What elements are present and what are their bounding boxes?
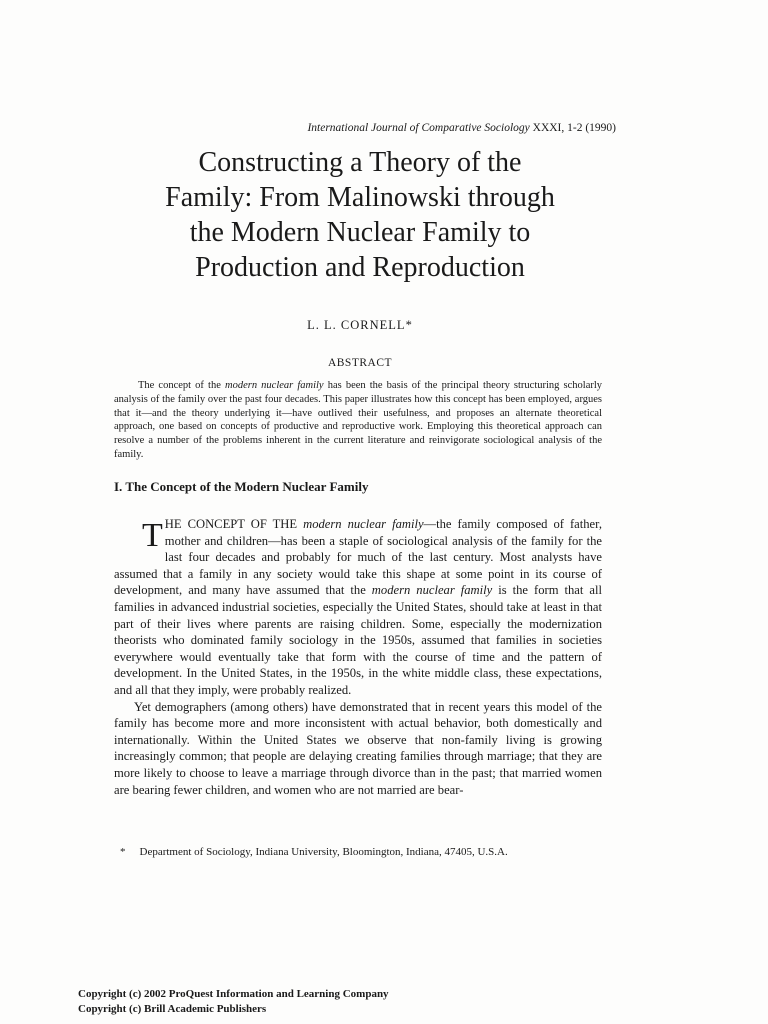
body-paragraph (114, 516, 602, 699)
abstract-text-after: has been the basis of the principal theory structuring scholarly analysis of the family over the past four decades. This paper illustrates how this concept has been employed, argues that it—and the theory underlying it—have outlived their usefulness, and proposes an alternate theoretical approach, one based on concepts of productive and reproductive work. Employing this theoretical approach can resolve a number of the problems inherent in the current literature and reinvigorate sociological analysis of the family. (114, 380, 603, 460)
body-p1-italic: modern nuclear family (371, 583, 493, 598)
journal-citation (0, 122, 768, 134)
body-p1-lead: HE CONCEPT OF THE (164, 517, 304, 531)
abstract-italic-term: modern nuclear family (224, 380, 324, 391)
footnote-mark: * (120, 846, 126, 858)
footnote-text: Department of Sociology, Indiana University, Bloomington, Indiana, 47405, U.S.A. (139, 846, 508, 858)
body-p1-tail: is the form that all families in advanced industrial societies, especially the United States, should take at least in that part of their lives where parents are raising children. Some, especially the modernization theorists who dominated family sociology in the 1950s, assumed that families in societies everywhere would eventually take that form with the course of time and the pattern of development. In the United States, in the 1950s, in the white middle class, these expectations, and all that they imply, were probably realized. (114, 583, 602, 697)
footnote (120, 846, 508, 858)
title-line: Production and Reproduction (195, 252, 525, 283)
journal-name: International Journal of Comparative Sociology (307, 122, 530, 134)
body-p1-italic: modern nuclear family (303, 517, 424, 531)
author-name: L. L. CORNELL* (307, 318, 413, 332)
abstract-text-before: The concept of the (138, 380, 225, 391)
section-heading: I. The Concept of the Modern Nuclear Family (114, 479, 369, 494)
body-paragraph: Yet demographers (among others) have demonstrated that in recent years this model of the family has become more and more inconsistent with actual behavior, both domestically and internationally. Within the United States we observe that non-family living is growing increasingly common; that people are delaying creating families through marriage; that they are more likely to choose to leave a marriage through divorce than in the past; that married women are bearing fewer children, and women who are not married are bear- (114, 699, 602, 797)
title-line: the Modern Nuclear Family to (189, 217, 531, 248)
volume-info: XXXI, 1-2 (1990) (532, 122, 616, 134)
copyright-line: Copyright (c) Brill Academic Publishers (78, 1003, 267, 1015)
copyright-notice (78, 987, 389, 1017)
title-line: Constructing a Theory of the (198, 147, 522, 178)
abstract-text (114, 379, 602, 462)
drop-cap: T (142, 517, 163, 554)
body-text (114, 516, 602, 798)
copyright-line: Copyright (c) 2002 ProQuest Information and Learning Company (78, 988, 389, 1000)
abstract-heading: ABSTRACT (327, 357, 393, 369)
body-p1-mid: —the family composed of father, mother and children—has been a staple of sociological analysis of the family for the last four decades and probably for much of the last century. Most analysts have assumed that a family in any society would take this shape at some point in its course of development, and many have assumed that the (114, 517, 602, 598)
title-line: Family: From Malinowski through (165, 182, 555, 213)
article-title (0, 145, 720, 285)
